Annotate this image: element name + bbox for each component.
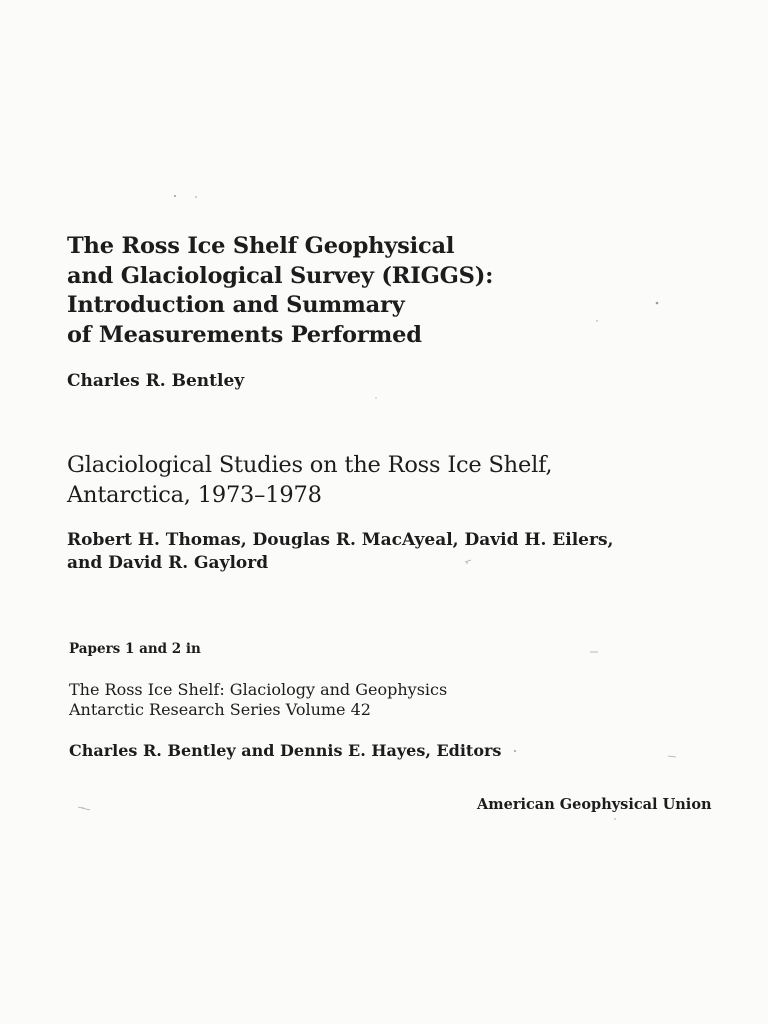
publisher: American Geophysical Union (477, 796, 712, 813)
paper-1-title-line: and Glaciological Survey (RIGGS): (67, 262, 494, 289)
series-info (69, 680, 447, 720)
paper-1-title-line: of Measurements Performed (67, 321, 422, 348)
paper-1-title (67, 232, 493, 350)
paper-2-authors (67, 529, 613, 574)
book-title: The Ross Ice Shelf: Glaciology and Geophysics (69, 680, 448, 699)
paper-2-title-line: Antarctica, 1973–1978 (67, 481, 322, 508)
paper-1-author: Charles R. Bentley (67, 371, 245, 391)
paper-1-title-line: The Ross Ice Shelf Geophysical (67, 233, 455, 259)
paper-2-authors-line: and David R. Gaylord (67, 552, 269, 573)
papers-note: Papers 1 and 2 in (69, 641, 201, 657)
paper-1-title-line: Introduction and Summary (67, 292, 405, 318)
paper-2-authors-line: Robert H. Thomas, Douglas R. MacAyeal, David H. Eilers, (67, 530, 614, 550)
paper-2-title (67, 451, 552, 510)
series-volume: Antarctic Research Series Volume 42 (69, 700, 371, 719)
paper-2-title-line: Glaciological Studies on the Ross Ice Shelf, (67, 452, 553, 478)
editors: Charles R. Bentley and Dennis E. Hayes, Editors (69, 741, 502, 760)
